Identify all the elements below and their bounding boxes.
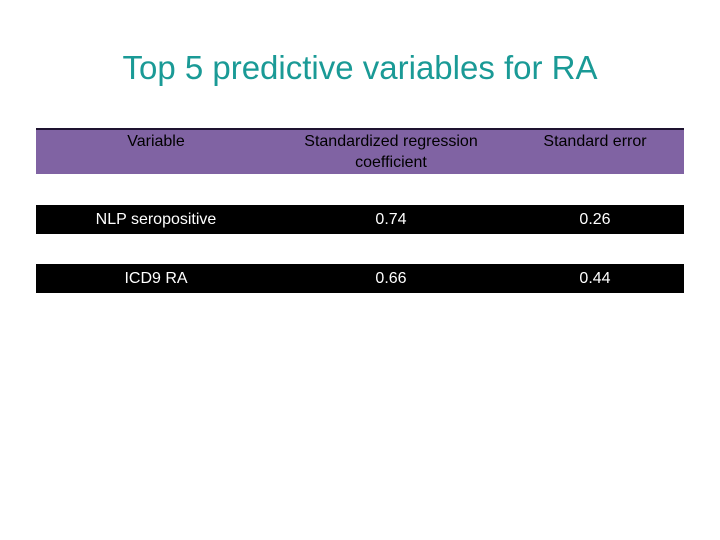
table-header-row — [36, 128, 684, 174]
cell-variable: ICD9 RA — [124, 270, 188, 287]
table-row — [36, 264, 684, 293]
slide-title: Top 5 predictive variables for RA — [122, 49, 598, 86]
cell-coefficient: 0.74 — [375, 211, 407, 228]
header-variable: Variable — [127, 133, 185, 150]
cell-variable: NLP seropositive — [95, 211, 217, 228]
table-row — [36, 205, 684, 234]
header-coefficient: Standardized regression coefficient — [304, 133, 478, 171]
cell-coefficient: 0.66 — [375, 270, 407, 287]
cell-standard-error: 0.44 — [579, 270, 611, 287]
cell-standard-error: 0.26 — [579, 211, 611, 228]
header-standard-error: Standard error — [543, 133, 647, 150]
